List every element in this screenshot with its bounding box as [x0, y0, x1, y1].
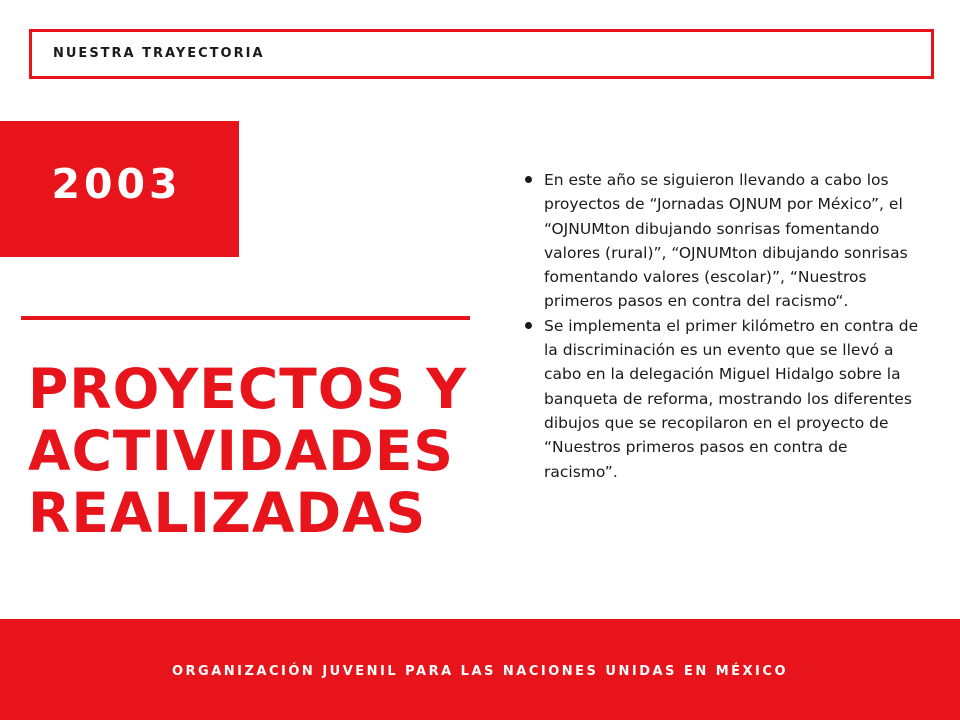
section-label: NUESTRA TRAYECTORIA — [53, 46, 265, 61]
page-title — [28, 358, 478, 544]
bullet-list — [522, 168, 922, 484]
bullet-dot-icon — [525, 176, 532, 183]
page-title-line-2: ACTIVIDADES — [28, 419, 454, 483]
year-label: 2003 — [51, 160, 182, 208]
footer-band — [0, 619, 960, 720]
bullet-text-2: Se implementa el primer kilómetro en contra de la discriminación es un evento que se llevó a cabo en la delegación Miguel Hidalgo sobre la banqueta de reforma, mostrando los diferentes dibujos que se recopilaron en el proyecto de “Nuestros primeros pasos en contra de racismo”. — [544, 316, 919, 481]
bullet-item-2 — [522, 314, 922, 484]
year-box — [0, 121, 239, 257]
footer-organization: ORGANIZACIÓN JUVENIL PARA LAS NACIONES UNIDAS EN MÉXICO — [171, 664, 788, 679]
title-divider — [21, 316, 470, 320]
bullet-text-1: En este año se siguieron llevando a cabo los proyectos de “Jornadas OJNUM por México”, el “OJNUMton dibujando sonrisas fomentando valores (rural)”, “OJNUMton dibujando sonrisas fomentando valores (escolar)”, “Nuestros primeros pasos en contra del racismo“. — [544, 171, 908, 311]
page-title-line-1: PROYECTOS Y — [28, 357, 468, 421]
page-title-line-3: REALIZADAS — [28, 481, 427, 545]
header-box — [29, 29, 934, 79]
bullet-item-1 — [522, 168, 922, 314]
bullet-dot-icon — [525, 322, 532, 329]
